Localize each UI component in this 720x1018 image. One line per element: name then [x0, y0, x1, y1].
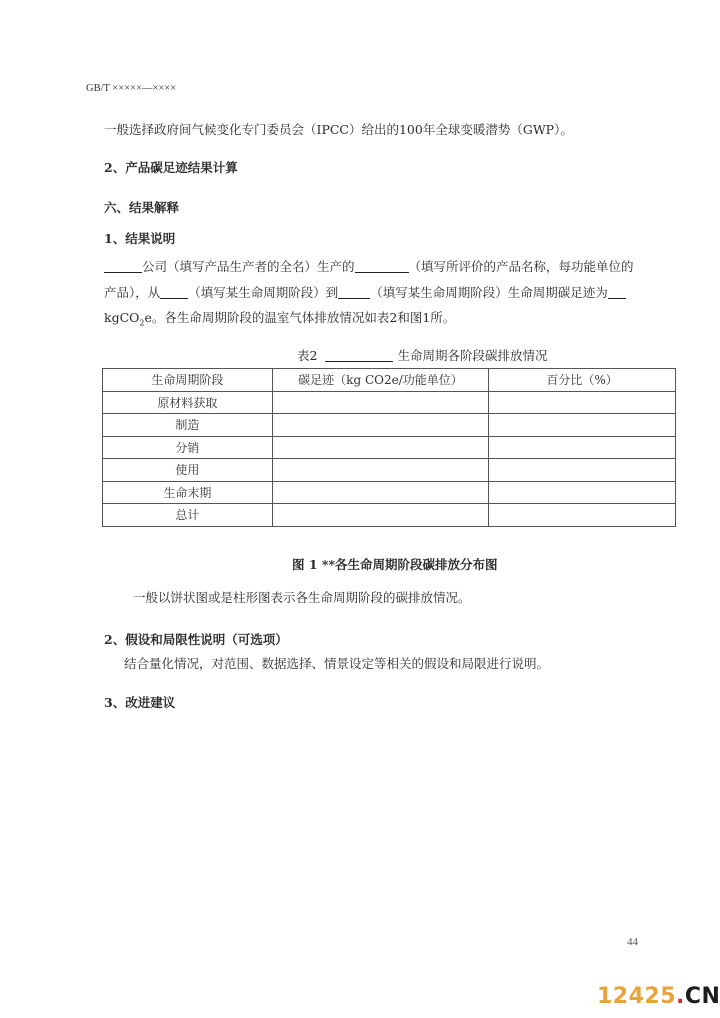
table-header-row [103, 369, 676, 392]
table-cell-percent[interactable] [489, 414, 676, 437]
table-cell-stage: 使用 [103, 459, 273, 482]
table-cell-percent[interactable] [489, 459, 676, 482]
watermark-logo: 12425.CN [597, 984, 720, 1009]
table-cell-footprint[interactable] [272, 391, 489, 414]
table-caption: 表2 生命周期各阶段碳排放情况 [297, 348, 548, 363]
table-cell-percent[interactable] [489, 481, 676, 504]
table-cell-percent[interactable] [489, 436, 676, 459]
blank-footprint[interactable] [608, 286, 626, 299]
result-paragraph-line-1: 公司（填写产品生产者的全名）生产的 （填写所评价的产品名称，每功能单位的 [104, 258, 634, 276]
result-paragraph-line-2: 产品），从 （填写某生命周期阶段）到 （填写某生命周期阶段）生命周期碳足迹为 [104, 284, 626, 302]
table-cell-stage: 原材料获取 [103, 391, 273, 414]
blank-company[interactable] [104, 260, 142, 273]
table-row [103, 504, 676, 527]
carbon-emission-table [102, 368, 676, 527]
table-cell-stage: 分销 [103, 436, 273, 459]
blank-table-product[interactable] [325, 349, 393, 362]
document-code: GB/T ×××××—×××× [86, 83, 177, 94]
intro-line: 一般选择政府间气候变化专门委员会（IPCC）给出的100年全球变暖潜势（GWP）。 [104, 122, 573, 137]
table-header-footprint: 碳足迹（kg CO2e/功能单位） [272, 369, 489, 392]
section-heading-6-3: 3、改进建议 [104, 695, 176, 710]
table-cell-stage: 生命末期 [103, 481, 273, 504]
table-row [103, 436, 676, 459]
figure-caption: 图 1 **各生命周期阶段碳排放分布图 [292, 557, 498, 572]
section-heading-2: 2、产品碳足迹结果计算 [104, 160, 238, 175]
table-row [103, 414, 676, 437]
table-header-percent: 百分比（%） [489, 369, 676, 392]
result-paragraph-line-3: kgCO$_2$e。各生命周期阶段的温室气体排放情况如表2和图1所。 [104, 310, 456, 328]
section-heading-6: 六、结果解释 [104, 200, 180, 215]
table-cell-footprint[interactable] [272, 414, 489, 437]
table-row [103, 391, 676, 414]
table-row [103, 459, 676, 482]
blank-stage-to[interactable] [338, 286, 370, 299]
table-cell-stage: 制造 [103, 414, 273, 437]
table-cell-percent[interactable] [489, 504, 676, 527]
table-cell-footprint[interactable] [272, 504, 489, 527]
blank-stage-from[interactable] [160, 286, 188, 299]
blank-product[interactable] [355, 260, 409, 273]
table-cell-footprint[interactable] [272, 481, 489, 504]
section-heading-6-2: 2、假设和局限性说明（可选项） [104, 632, 288, 647]
table-row [103, 481, 676, 504]
section-heading-6-1: 1、结果说明 [104, 231, 176, 246]
page-number: 44 [627, 936, 638, 948]
table-header-stage: 生命周期阶段 [103, 369, 273, 392]
table-cell-footprint[interactable] [272, 459, 489, 482]
figure-note: 一般以饼状图或是柱形图表示各生命周期阶段的碳排放情况。 [133, 590, 471, 605]
table-cell-stage: 总计 [103, 504, 273, 527]
assumption-text: 结合量化情况，对范围、数据选择、情景设定等相关的假设和局限进行说明。 [124, 656, 550, 671]
table-cell-footprint[interactable] [272, 436, 489, 459]
table-cell-percent[interactable] [489, 391, 676, 414]
